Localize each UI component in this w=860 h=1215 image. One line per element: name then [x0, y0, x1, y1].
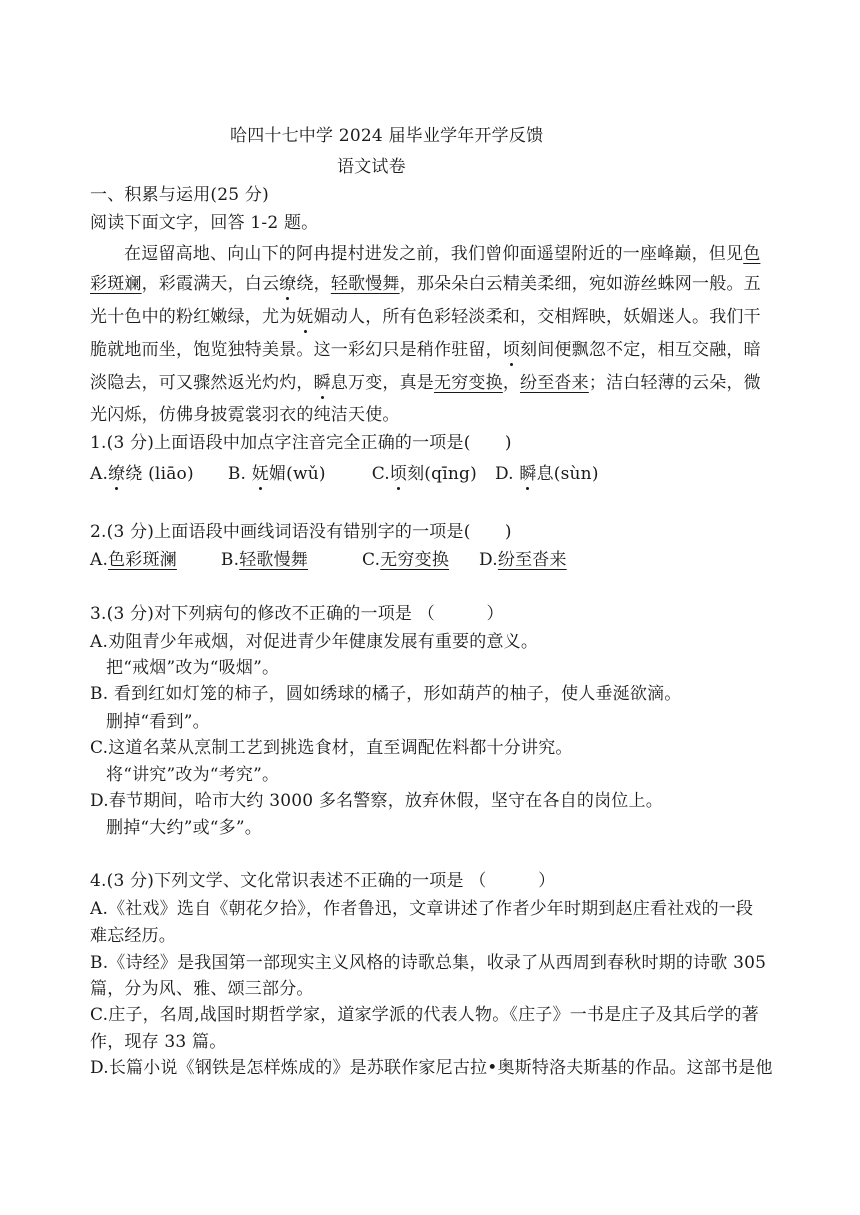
q1-stem: 1.(3 分)上面语段中加点字注音完全正确的一项是( ) — [90, 433, 512, 453]
passage-text: 淡隐去，可又骤然返光灼灼， — [90, 373, 314, 393]
q1-option-d: D. 瞬息(sùn) — [494, 464, 599, 484]
q1-options — [90, 464, 599, 484]
passage-text: ， — [502, 373, 521, 393]
passage-text: ，那朵朵白云精美柔细，宛如游丝蛛网一般。五 — [399, 274, 761, 294]
q3-option-a: A.劝阻青少年戒烟，对促进青少年健康发展有重要的意义。 — [90, 632, 539, 652]
section-instruction: 阅读下面文字，回答 1-2 题。 — [90, 213, 319, 233]
dotted-char: 妩 — [251, 464, 269, 484]
school-title: 哈四十七中学 2024 届毕业学年开学反馈 — [230, 126, 544, 146]
passage-text: 绕， — [296, 274, 331, 294]
dotted-char: 瞬 — [313, 373, 331, 393]
q4-option-a-line-1: A.《社戏》选自《朝花夕拾》，作者鲁迅，文章讲述了作者少年时期到赵庄看社戏的一段 — [90, 899, 754, 919]
q1-option-c: C.顷刻(qīng) — [371, 464, 477, 484]
passage-line-1 — [124, 244, 760, 264]
q2-options — [90, 550, 567, 570]
q3-option-d-fix: 删掉“大约”或“多”。 — [106, 818, 262, 838]
q3-stem: 3.(3 分)对下列病句的修改不正确的一项是 （ ） — [90, 604, 504, 624]
passage-line-3 — [90, 307, 761, 327]
q2-option-a: A.色彩斑澜 — [90, 550, 177, 570]
underlined-word: 轻歌慢舞 — [330, 274, 400, 294]
passage-text: 息万变，真是 — [330, 373, 435, 393]
passage-text: 脆就地而坐，饱览独特美景。这一彩幻只是稍作驻留， — [90, 340, 503, 360]
passage-text: 媚动人，所有色彩轻淡柔和，交相辉映，妖媚迷人。我们干 — [313, 307, 761, 327]
dotted-char: 顷 — [502, 340, 521, 360]
subject-title: 语文试卷 — [337, 157, 406, 177]
q4-option-d-line-1: D.长篇小说《钢铁是怎样炼成的》是苏联作家尼古拉•奥斯特洛夫斯基的作品。这部书是他 — [90, 1058, 773, 1078]
dotted-char: 顷 — [389, 464, 408, 484]
passage-line-4 — [90, 340, 761, 360]
underlined-word: 纷至沓来 — [520, 373, 589, 393]
q4-option-a-line-2: 难忘经历。 — [90, 926, 176, 946]
q2-option-c: C.无穷变换 — [362, 550, 450, 570]
dotted-char: 缭 — [279, 274, 297, 294]
passage-line-5 — [90, 373, 761, 393]
q2-option-b: B.轻歌慢舞 — [220, 550, 309, 570]
q4-stem: 4.(3 分)下列文学、文化常识表述不正确的一项是 （ ） — [90, 871, 556, 891]
q4-option-c-line-2: 作，现存 33 篇。 — [90, 1032, 227, 1052]
underlined-word: 色 — [743, 244, 761, 264]
q3-option-d: D.春节期间，哈市大约 3000 多名警察，放弃休假，坚守在各自的岗位上。 — [90, 791, 663, 811]
dotted-char: 缭 — [108, 464, 126, 484]
passage-text: 刻间便飘忽不定，相互交融，暗 — [520, 340, 761, 360]
q4-option-b-line-2: 篇，分为风、雅、颂三部分。 — [90, 979, 314, 999]
passage-text: 光十色中的粉红嫩绿，尤为 — [90, 307, 297, 327]
section-heading: 一、积累与运用(25 分) — [90, 185, 269, 205]
passage-line-2 — [90, 274, 761, 294]
underlined-word: 彩斑斓 — [90, 274, 142, 294]
passage-text: ；洁白轻薄的云朵，微 — [588, 373, 761, 393]
dotted-char: 瞬 — [519, 464, 537, 484]
q3-option-c-fix: 将“讲究”改为“考究”。 — [106, 765, 280, 785]
underlined-word: 无穷变换 — [434, 373, 503, 393]
q4-option-c-line-1: C.庄子，名周,战国时期哲学家，道家学派的代表人物。《庄子》一书是庄子及其后学的著 — [90, 1005, 759, 1025]
q4-option-b-line-1: B.《诗经》是我国第一部现实主义风格的诗歌总集，收录了从西周到春秋时期的诗歌 305 — [90, 953, 767, 973]
passage-line-6: 光闪烁，仿佛身披霓裳羽衣的纯洁天使。 — [90, 405, 400, 425]
q1-option-a: A.缭绕 (liāo) — [90, 464, 194, 484]
passage-text: 在逗留高地、向山下的阿冉提村进发之前，我们曾仰面遥望附近的一座峰巅，但见 — [124, 244, 744, 264]
q3-option-c: C.这道名菜从烹制工艺到挑选食材，直至调配佐料都十分讲究。 — [90, 738, 573, 758]
q3-option-a-fix: 把“戒烟”改为“吸烟”。 — [106, 658, 280, 678]
q2-stem: 2.(3 分)上面语段中画线词语没有错别字的一项是( ) — [90, 522, 512, 542]
dotted-char: 妩 — [296, 307, 314, 327]
q1-option-b: B. 妩媚(wǔ) — [227, 464, 326, 484]
q3-option-b: B. 看到红如灯笼的柿子，圆如绣球的橘子，形如葫芦的柚子，使人垂涎欲滴。 — [90, 684, 682, 704]
q2-option-d: D.纷至沓来 — [479, 550, 567, 570]
q3-option-b-fix: 删掉“看到”。 — [106, 712, 210, 732]
passage-text: ，彩霞满天，白云 — [141, 274, 280, 294]
